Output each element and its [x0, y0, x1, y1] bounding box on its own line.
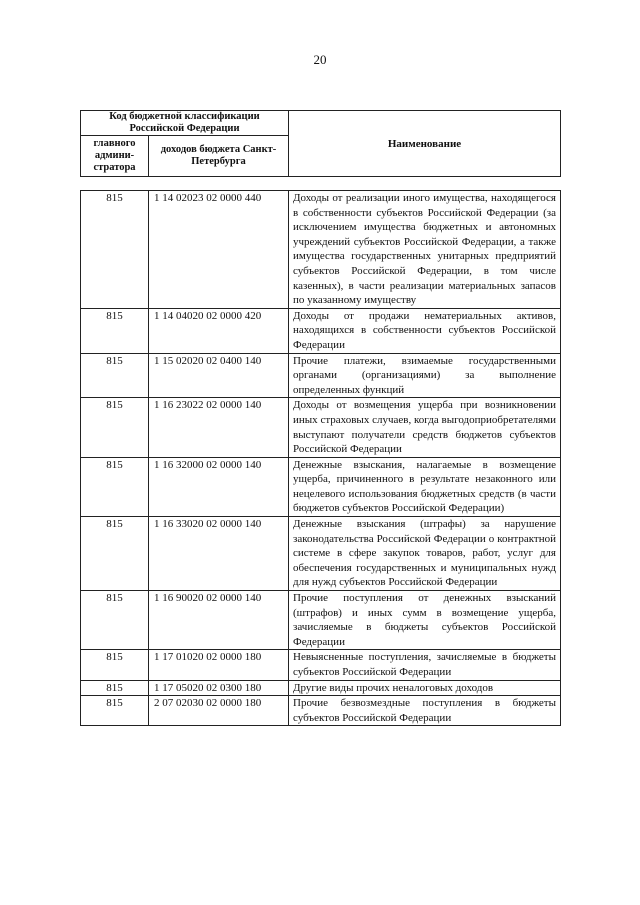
name-cell: Другие виды прочих неналоговых доходов — [289, 680, 561, 696]
code-cell: 1 14 02023 02 0000 440 — [149, 191, 289, 309]
name-cell: Доходы от продажи нематериальных активов, находящихся в собственности субъектов Российской Федерации — [289, 308, 561, 353]
admin-cell: 815 — [81, 457, 149, 516]
table-row — [81, 680, 561, 696]
table-row — [81, 591, 561, 650]
name-cell: Прочие безвозмездные поступления в бюджеты субъектов Российской Федерации — [289, 696, 561, 726]
classification-code-header: Код бюджетной классификации Российской Федерации — [81, 111, 289, 136]
code-cell: 1 14 04020 02 0000 420 — [149, 308, 289, 353]
code-cell: 1 17 05020 02 0300 180 — [149, 680, 289, 696]
table-row — [81, 696, 561, 726]
admin-cell: 815 — [81, 680, 149, 696]
code-cell: 1 16 23022 02 0000 140 — [149, 398, 289, 457]
code-cell: 1 16 33020 02 0000 140 — [149, 517, 289, 591]
admin-cell: 815 — [81, 191, 149, 309]
name-cell: Денежные взыскания (штрафы) за нарушение законодательства Российской Федерации о контрактной системе в сфере закупок товаров, работ, услуг для обеспечения государственных и муниципальных нужд для нужд субъектов Российской Федерации — [289, 517, 561, 591]
revenue-table — [80, 190, 561, 726]
table-row — [81, 457, 561, 516]
code-cell: 2 07 02030 02 0000 180 — [149, 696, 289, 726]
name-header: Наименование — [289, 111, 561, 177]
admin-cell: 815 — [81, 517, 149, 591]
admin-cell: 815 — [81, 398, 149, 457]
name-cell: Невыясненные поступления, зачисляемые в бюджеты субъектов Российской Федерации — [289, 650, 561, 680]
name-cell: Денежные взыскания, налагаемые в возмещение ущерба, причиненного в результате незаконного или нецелевого использования бюджетных средств (в части бюджетов субъектов Российской Федерации) — [289, 457, 561, 516]
admin-cell: 815 — [81, 308, 149, 353]
admin-cell: 815 — [81, 591, 149, 650]
page-number: 20 — [313, 52, 327, 67]
code-cell: 1 16 90020 02 0000 140 — [149, 591, 289, 650]
admin-cell: 815 — [81, 353, 149, 398]
name-cell: Доходы от возмещения ущерба при возникновении иных страховых случаев, когда выгодоприобретателями выступают получатели средств бюджетов субъектов Российской Федерации — [289, 398, 561, 457]
name-cell: Прочие поступления от денежных взысканий (штрафов) и иных сумм в возмещение ущерба, зачисляемые в бюджеты субъектов Российской Федерации — [289, 591, 561, 650]
table-header — [80, 110, 561, 177]
admin-cell: 815 — [81, 696, 149, 726]
table-row — [81, 191, 561, 309]
table-row — [81, 517, 561, 591]
code-cell: 1 15 02020 02 0400 140 — [149, 353, 289, 398]
code-cell: 1 16 32000 02 0000 140 — [149, 457, 289, 516]
table-row — [81, 353, 561, 398]
table-row — [81, 650, 561, 680]
code-cell: 1 17 01020 02 0000 180 — [149, 650, 289, 680]
revenue-header: доходов бюджета Санкт-Петербурга — [149, 136, 289, 177]
table-row — [81, 308, 561, 353]
name-cell: Прочие платежи, взимаемые государственными органами (организациями) за выполнение определенных функций — [289, 353, 561, 398]
table-row — [81, 398, 561, 457]
main-admin-header: главного админи-стратора — [81, 136, 149, 177]
admin-cell: 815 — [81, 650, 149, 680]
name-cell: Доходы от реализации иного имущества, находящегося в собственности субъектов Российской Федерации (за исключением имущества бюджетных и автономных учреждений субъектов Российской Федерации, а также имущества государственных унитарных предприятий субъектов Российской Федерации, в том числе казенных), в части реализации материальных запасов по указанному имуществу — [289, 191, 561, 309]
